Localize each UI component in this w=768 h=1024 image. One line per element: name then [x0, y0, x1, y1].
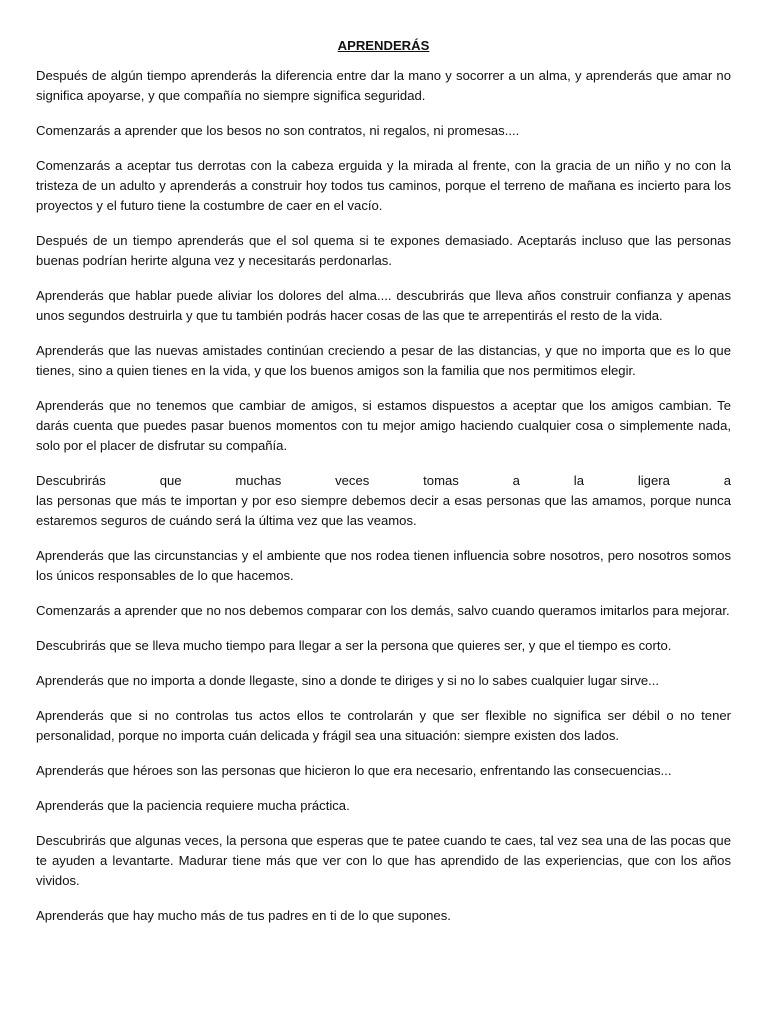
paragraph-8 — [36, 471, 731, 531]
paragraph-17: Aprenderás que hay mucho más de tus padres en ti de lo que supones. — [36, 908, 451, 923]
paragraph-15: Aprenderás que la paciencia requiere mucha práctica. — [36, 798, 350, 813]
paragraph-1: Después de algún tiempo aprenderás la diferencia entre dar la mano y socorrer a un alma, y aprenderás que amar no significa apoyarse, y que compañía no siempre significa seguridad. — [36, 68, 731, 103]
paragraph-11: Descubrirás que se lleva mucho tiempo para llegar a ser la persona que quieres ser, y que el tiempo es corto. — [36, 638, 672, 653]
paragraph-9: Aprenderás que las circunstancias y el ambiente que nos rodea tienen influencia sobre nosotros, pero nosotros somos los únicos responsables de lo que hacemos. — [36, 548, 731, 583]
paragraph-16: Descubrirás que algunas veces, la persona que esperas que te patee cuando te caes, tal vez sea una de las pocas que te ayuden a levantarte. Madurar tiene más que ver con lo que has aprendido de las experiencias, que con los años vividos. — [36, 833, 731, 888]
paragraph-7: Aprenderás que no tenemos que cambiar de amigos, si estamos dispuestos a aceptar que los amigos cambian. Te darás cuenta que puedes pasar buenos momentos con tu mejor amigo haciendo cualquier cosa o simplemente nada, solo por el placer de disfrutar su compañía. — [36, 398, 731, 453]
paragraph-2: Comenzarás a aprender que los besos no son contratos, ni regalos, ni promesas.... — [36, 123, 520, 138]
paragraph-6: Aprenderás que las nuevas amistades continúan creciendo a pesar de las distancias, y que no importa que es lo que tienes, sino a quien tienes en la vida, y que los buenos amigos son la familia que nos permitimos elegir. — [36, 343, 731, 378]
paragraph-8-rest: las personas que más te importan y por eso siempre debemos decir a esas personas que las amamos, porque nunca estaremos seguros de cuándo será la última vez que las veamos. — [36, 493, 731, 528]
paragraph-14: Aprenderás que héroes son las personas que hicieron lo que era necesario, enfrentando las consecuencias... — [36, 763, 672, 778]
document-title: APRENDERÁS — [337, 38, 430, 53]
paragraph-4: Después de un tiempo aprenderás que el sol quema si te expones demasiado. Aceptarás incluso que las personas buenas podrían herirte alguna vez y necesitarás perdonarlas. — [36, 233, 731, 268]
paragraph-5: Aprenderás que hablar puede aliviar los dolores del alma.... descubrirás que lleva años construir confianza y apenas unos segundos destruirla y que tu también podrás hacer cosas de las que te arrepentirás el resto de la vida. — [36, 288, 731, 323]
paragraph-8-first-line: Descubrirás que muchas veces tomas a la ligera a — [36, 473, 731, 488]
paragraph-12: Aprenderás que no importa a donde llegaste, sino a donde te diriges y si no lo sabes cualquier lugar sirve... — [36, 673, 660, 688]
paragraph-3: Comenzarás a aceptar tus derrotas con la cabeza erguida y la mirada al frente, con la gracia de un niño y no con la tristeza de un adulto y aprenderás a construir hoy todos tus caminos, porque el terreno de mañana es incierto para los proyectos y el futuro tiene la costumbre de caer en el vacío. — [36, 158, 731, 213]
paragraph-13: Aprenderás que si no controlas tus actos ellos te controlarán y que ser flexible no significa ser débil o no tener personalidad, porque no importa cuán delicada y frágil sea una situación: siempre existen dos lados. — [36, 708, 731, 743]
paragraph-10: Comenzarás a aprender que no nos debemos comparar con los demás, salvo cuando queramos imitarlos para mejorar. — [36, 603, 730, 618]
